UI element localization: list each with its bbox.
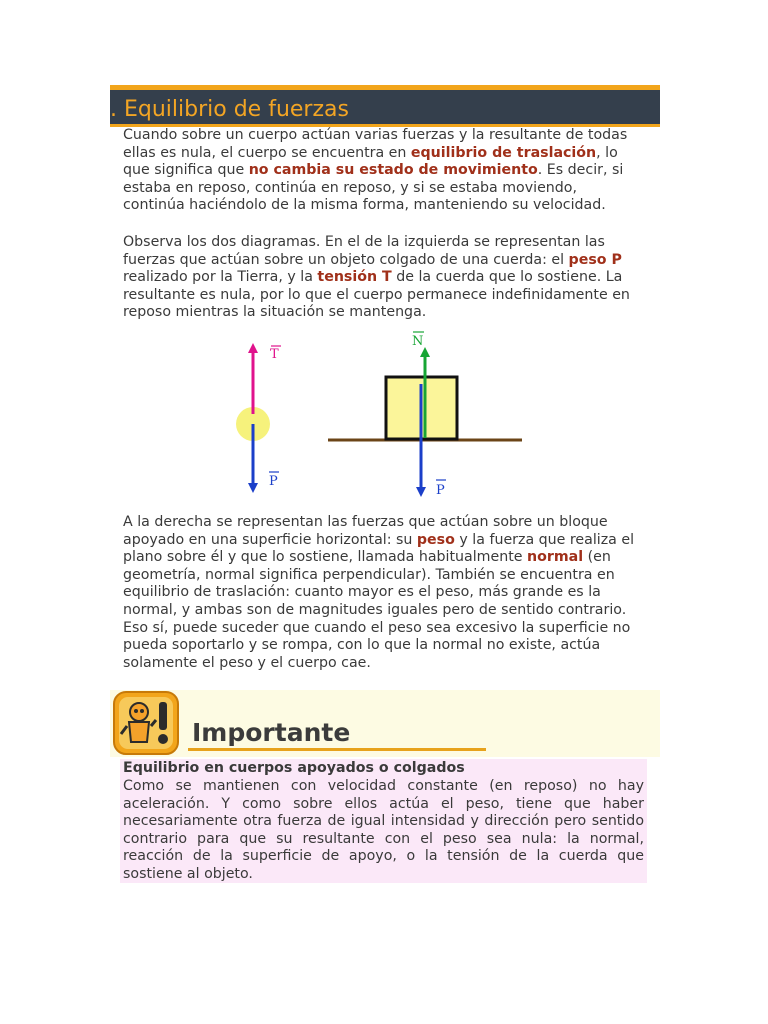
keyword-tension-t: tensión T bbox=[317, 269, 392, 286]
label-weight-right: P bbox=[436, 483, 445, 498]
label-normal: N bbox=[412, 334, 424, 349]
observa-text-1: Observa los dos diagramas. En el de la izquierda se representan las fuerzas que actúan sobre un objeto colgado de una cuerda: el bbox=[123, 234, 605, 268]
observa-text-2: realizado por la Tierra, y la bbox=[123, 269, 318, 286]
derecha-text-1: A la derecha se representan las fuerzas que actúan sobre un bloque apoyado en una superficie horizontal: su bbox=[123, 514, 608, 548]
keyword-equilibrio: equilibrio de traslación bbox=[410, 144, 597, 161]
warning-character-icon bbox=[112, 690, 182, 758]
label-weight-left: P bbox=[269, 474, 278, 489]
intro-paragraph bbox=[123, 127, 643, 215]
important-box-title: Equilibrio en cuerpos apoyados o colgados bbox=[123, 760, 465, 776]
keyword-peso: peso bbox=[416, 531, 455, 548]
block-on-surface-diagram bbox=[328, 332, 522, 498]
hanging-object-diagram bbox=[236, 346, 281, 489]
observa-text-3: de la cuerda que lo sostiene. La resultante es nula, por lo que el cuerpo permanece indefinidamente en reposo mientras la situación se mantenga. bbox=[123, 269, 630, 321]
intro-text-3: . Es decir, si estaba en reposo, continúa en reposo, y si se estaba moviendo, continúa haciéndolo de la misma forma, manteniendo su velocidad. bbox=[123, 162, 624, 214]
intro-text-1: Cuando sobre un cuerpo actúan varias fuerzas y la resultante de todas ellas es nula, el cuerpo se encuentra en bbox=[123, 127, 628, 161]
important-title: Importante bbox=[192, 718, 351, 747]
important-box-text: Como se mantienen con velocidad constante (en reposo) no hay aceleración. Y como sobre ellos actúa el peso, tiene que haber necesariamente otra fuerza de igual intensidad y dirección pero sentido contrario para que su resultante con el peso sea nula: la normal, reacción de la superficie de apoyo, o la tensión de la cuerda que sostiene al objeto. bbox=[123, 778, 644, 882]
force-diagrams bbox=[200, 328, 540, 506]
label-tension: T bbox=[270, 347, 279, 362]
intro-text-2: , lo que significa que bbox=[123, 144, 618, 179]
keyword-normal: normal bbox=[527, 549, 584, 566]
derecha-paragraph bbox=[123, 514, 643, 672]
section-header bbox=[110, 85, 660, 127]
derecha-text-2: y la fuerza que realiza el plano sobre él y que lo sostiene, llamada habitualmente bbox=[123, 531, 635, 566]
important-underline bbox=[188, 748, 486, 751]
keyword-peso-p: peso P bbox=[568, 251, 622, 268]
keyword-no-cambia: no cambia su estado de movimiento bbox=[248, 162, 538, 179]
section-title: . Equilibrio de fuerzas bbox=[110, 97, 349, 122]
derecha-text-3: (en geometría, normal significa perpendicular). También se encuentra en equilibrio de traslación: cuanto mayor es el peso, más grande es la normal, y ambas son de magnitudes iguales pero de sentido contrario. Eso sí, puede suceder que cuando el peso sea excesivo la superficie no pueda soportarlo y se rompa, con lo que la normal no existe, actúa solamente el peso y el cuerpo cae. bbox=[123, 549, 631, 671]
observa-paragraph bbox=[123, 234, 643, 322]
